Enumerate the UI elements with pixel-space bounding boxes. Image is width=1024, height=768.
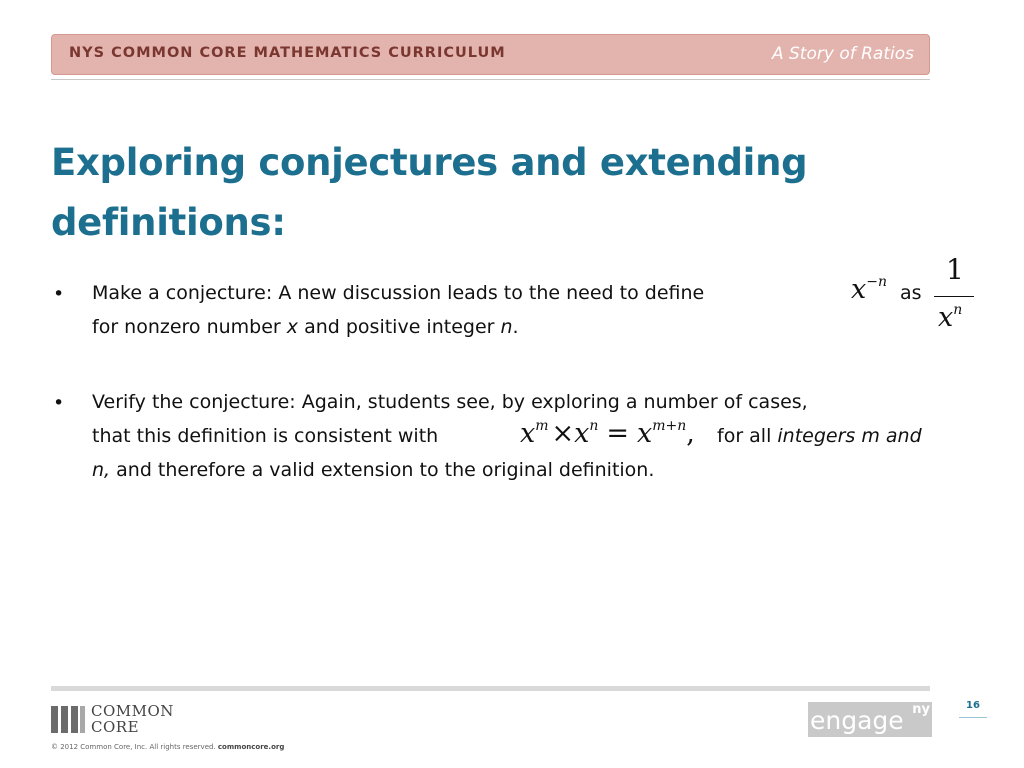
fraction-bar (934, 296, 974, 297)
bullet-2-line-2-end: for all integers m and (717, 425, 922, 447)
fraction-denominator: $x^n$ (938, 302, 963, 333)
common-core-logo-icon (51, 706, 85, 733)
bullet-2-line-3: n, and therefore a valid extension to the original definition. (92, 459, 655, 481)
x-negative-n-expression: $x^{-n}$ (851, 274, 887, 305)
copyright-notice: © 2012 Common Core, Inc. All rights reserved. commoncore.org (51, 743, 285, 751)
bullet-2-line-1: Verify the conjecture: Again, students see, by exploring a number of cases, (92, 391, 808, 413)
curriculum-label: NYS COMMON CORE MATHEMATICS CURRICULUM (69, 45, 506, 61)
bullet-1-line-1: Make a conjecture: A new discussion leads to the need to define (92, 282, 705, 304)
fraction-numerator: 1 (946, 253, 964, 286)
slide-title: Exploring conjectures and extending definitions: (51, 141, 808, 244)
bullet-1-as-text: as (900, 282, 922, 304)
module-title: A Story of Ratios (771, 44, 914, 64)
page-number: 16 (966, 700, 980, 711)
engage-ny-logo: engage ny (810, 702, 930, 735)
header-divider (51, 79, 930, 80)
common-core-logo-text: COMMON CORE (91, 702, 174, 736)
copyright-link[interactable]: commoncore.org (217, 743, 285, 751)
bullet-1-line-2: for nonzero number x and positive integer n. (92, 316, 519, 338)
header-bar (51, 34, 930, 75)
bullet-marker: • (53, 392, 65, 414)
bullet-2-line-2-start: that this definition is consistent with (92, 425, 439, 447)
page-number-underline (959, 717, 987, 718)
exponent-product-rule: $x^m \times x^n = x^{m+n}$, (520, 418, 695, 449)
bullet-marker: • (53, 283, 65, 305)
footer-divider (51, 686, 930, 691)
